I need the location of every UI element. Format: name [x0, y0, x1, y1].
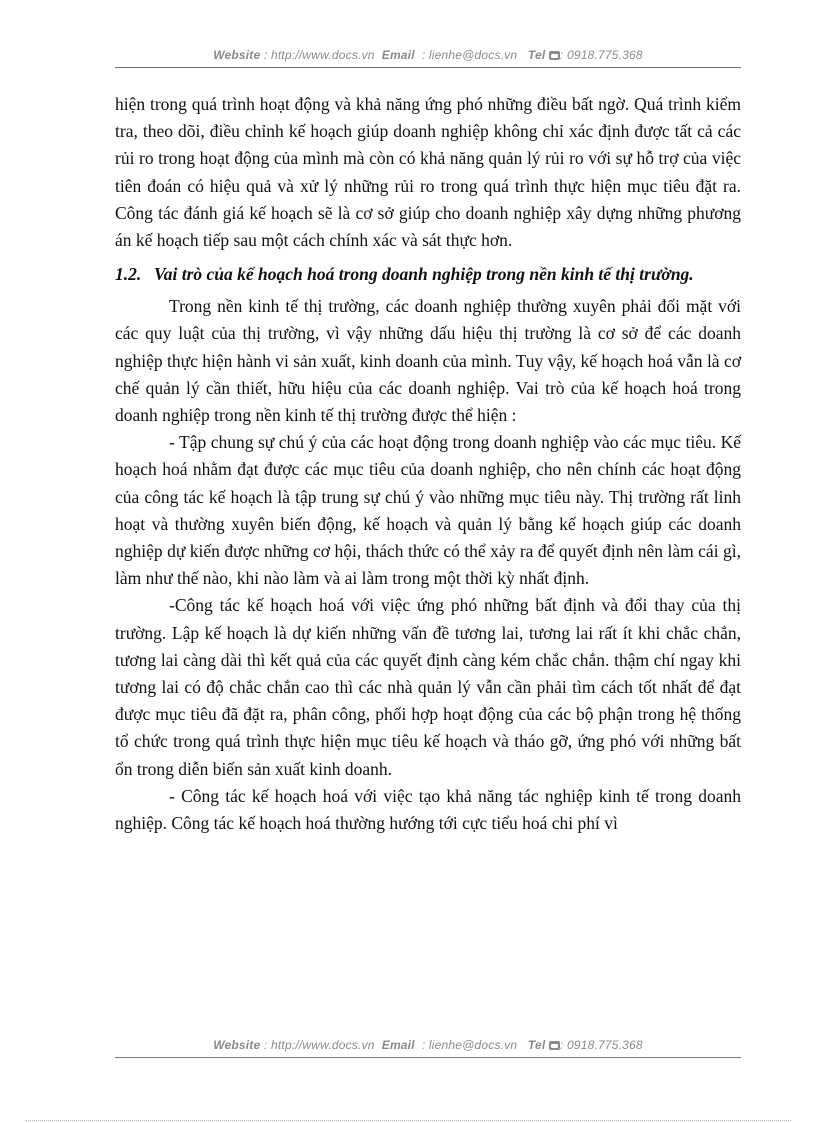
footer-divider — [115, 1057, 741, 1058]
phone-icon — [549, 51, 560, 60]
header-website-label: Website — [213, 48, 261, 62]
footer-website-link[interactable]: : http://www.docs.vn — [263, 1038, 375, 1052]
header-tel-value: : 0918.775.368 — [559, 48, 643, 62]
footer-tel-label: Tel — [527, 1038, 546, 1052]
header-tel-label: Tel — [527, 48, 546, 62]
header-email-label: Email — [381, 48, 415, 62]
header-divider — [115, 67, 741, 68]
paragraph-intro: Trong nền kinh tế thị trường, các doanh nghiệp thường xuyên phải đối mặt với các quy luật của thị trường, vì vậy những dấu hiệu thị trường là cơ sở để các doanh nghiệp thực hiện hành vi sản xuất, kinh doanh của mình. Tuy vậy, kế hoạch hoá vẫn là cơ chế quản lý cần thiết, hữu hiệu của các doanh nghiệp. Vai trò của kế hoạch hoá trong doanh nghiệp trong nền kinh tế thị trường được thể hiện : — [115, 296, 741, 426]
paragraph-bullet-2: -Công tác kế hoạch hoá với việc ứng phó những bất định và đổi thay của thị trường. Lập kế hoạch là dự kiến những vấn đề tương lai, tương lai rất ít khi chắc chắn, tương lai càng dài thì kết quả của các quyết định càng kém chắc chắn. thậm chí ngay khi tương lai có độ chắc chắn cao thì các nhà quản lý vẫn cần phải tìm cách tốt nhất để đạt được mục tiêu đã đặt ra, phân công, phối hợp hoạt động của các bộ phận trong hệ thống tổ chức trong quá trình thực hiện mục tiêu kế hoạch và tháo gỡ, ứng phó với những bất ổn trong diễn biến sản xuất kinh doanh. — [115, 595, 741, 779]
footer-email-link[interactable]: : lienhe@docs.vn — [421, 1038, 518, 1052]
page-header — [115, 48, 741, 62]
paragraph-continuation: hiện trong quá trình hoạt động và khả năng ứng phó những điều bất ngờ. Quá trình kiểm tra, theo dõi, điều chỉnh kế hoạch giúp doanh nghiệp không chỉ xác định được tất cả các rủi ro trong hoạt động của mình mà còn có khả năng quản lý rủi ro với sự hỗ trợ của việc tiên đoán có hiệu quả và xử lý những rủi ro trong quá trình thực hiện mục tiêu đặt ra. Công tác đánh giá kế hoạch sẽ là cơ sở giúp cho doanh nghiệp xây dựng những phương án kế hoạch tiếp sau một cách chính xác và sát thực hơn. — [115, 94, 741, 251]
section-heading — [115, 259, 741, 289]
phone-icon — [549, 1041, 560, 1050]
header-email-link[interactable]: : lienhe@docs.vn — [421, 48, 518, 62]
document-body — [115, 91, 741, 837]
page-footer — [115, 1038, 741, 1052]
page-bottom-border — [25, 1120, 791, 1121]
section-number: 1.2. — [115, 264, 142, 285]
paragraph-bullet-3: - Công tác kế hoạch hoá với việc tạo khả năng tác nghiệp kinh tế trong doanh nghiệp. Công tác kế hoạch hoá thường hướng tới cực tiểu hoá chi phí vì — [115, 785, 741, 834]
paragraph-bullet-1: - Tập chung sự chú ý của các hoạt động trong doanh nghiệp vào các mục tiêu. Kế hoạch hoá nhằm đạt được các mục tiêu của doanh nghiệp, cho nên chính các hoạt động của công tác kế hoạch là tập trung sự chú ý vào những mục tiêu này. Thị trường rất linh hoạt và thường xuyên biến động, kế hoạch và quản lý bằng kế hoạch giúp các doanh nghiệp dự kiến được những cơ hội, thách thức có thể xảy ra để quyết định nên làm cái gì, làm như thế nào, khi nào làm và ai làm trong một thời kỳ nhất định. — [115, 432, 741, 589]
footer-website-label: Website — [213, 1038, 261, 1052]
header-website-link[interactable]: : http://www.docs.vn — [263, 48, 375, 62]
footer-tel-value: : 0918.775.368 — [559, 1038, 643, 1052]
footer-email-label: Email — [381, 1038, 415, 1052]
section-title: Vai trò của kế hoạch hoá trong doanh nghiệp trong nền kinh tế thị trường. — [154, 264, 694, 285]
